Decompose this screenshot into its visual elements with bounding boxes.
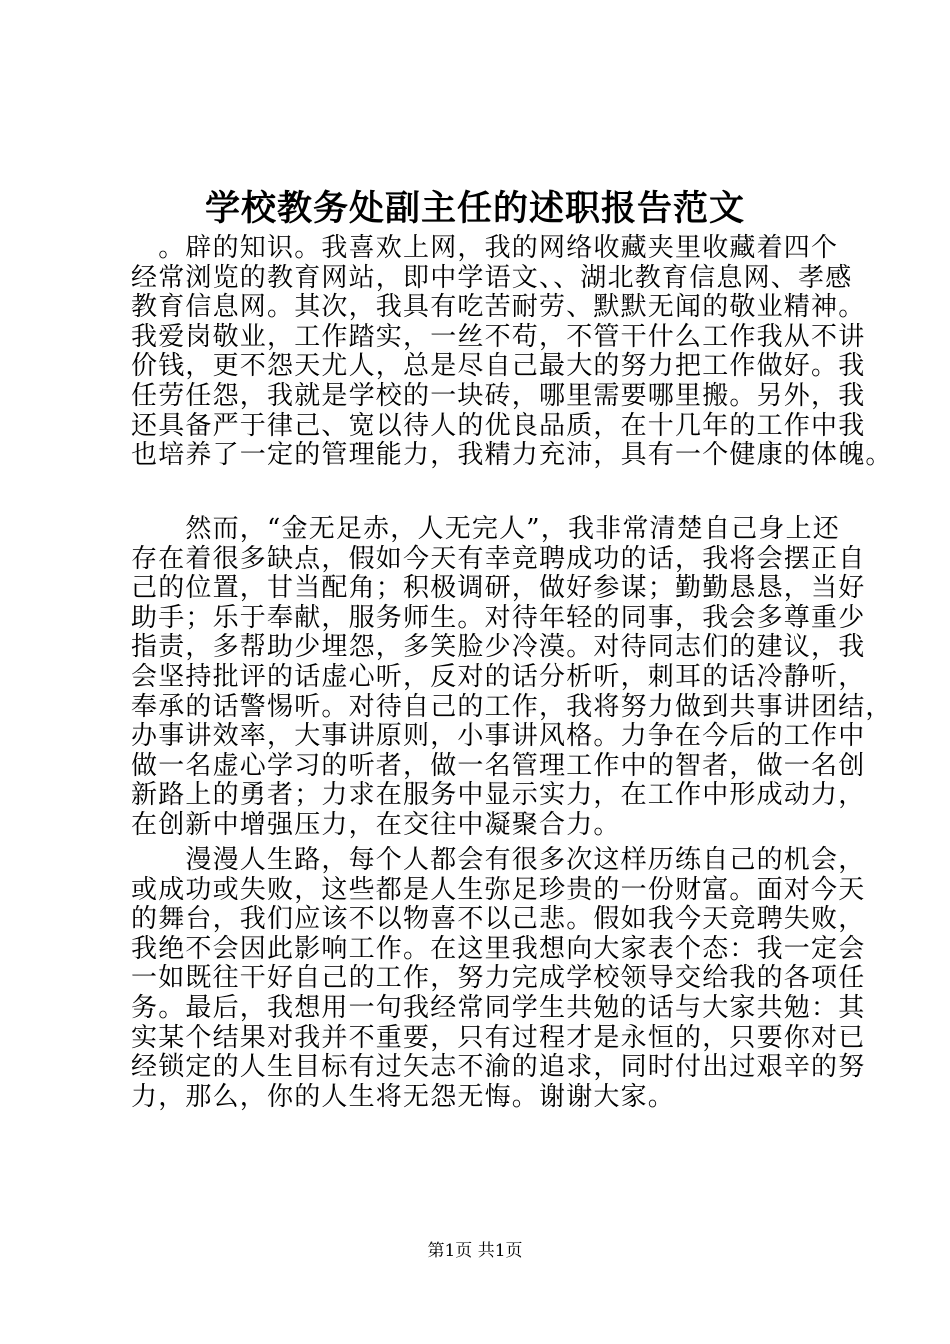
text-line: 会坚持批评的话虚心听，反对的话分析听，刺耳的话冷静听， [131, 661, 866, 692]
text-line: 。辟的知识。我喜欢上网，我的网络收藏夹里收藏着四个 [131, 233, 839, 263]
text-line: 存在着很多缺点，假如今天有幸竞聘成功的话，我将会摆正自 [131, 543, 866, 574]
text-line: 价钱，更不怨天尤人，总是尽自己最大的努力把工作做好。我 [131, 351, 866, 382]
text-line: 奉承的话警惕听。对待自己的工作，我将努力做到共事讲团结， [131, 691, 893, 722]
text-line: 务。最后，我想用一句我经常同学生共勉的话与大家共勉：其 [131, 992, 866, 1023]
text-line: 漫漫人生路，每个人都会有很多次这样历练自己的机会， [131, 845, 866, 875]
text-line: 力，那么，你的人生将无怨无悔。谢谢大家。 [131, 1081, 676, 1112]
text-line: 的舞台，我们应该不以物喜不以己悲。假如我今天竞聘失败， [131, 904, 866, 935]
text-line: 在创新中增强压力，在交往中凝聚合力。 [131, 809, 621, 840]
document-title: 学校教务处副主任的述职报告范文 [204, 188, 745, 229]
text-line: 指责，多帮助少埋怨，多笑脸少冷漠。对待同志们的建议，我 [131, 632, 866, 663]
text-line: 我绝不会因此影响工作。在这里我想向大家表个态：我一定会 [131, 933, 866, 964]
text-line: 也培养了一定的管理能力，我精力充沛，具有一个健康的体魄。 [131, 440, 893, 471]
text-line: 办事讲效率，大事讲原则，小事讲风格。力争在今后的工作中 [131, 721, 866, 752]
text-line: 己的位置，甘当配角；积极调研，做好参谋；勤勤恳恳，当好 [131, 573, 866, 604]
text-line: 经常浏览的教育网站，即中学语文、、湖北教育信息网、孝感 [131, 262, 853, 293]
text-line: 助手；乐于奉献，服务师生。对待年轻的同事，我会多尊重少 [131, 602, 866, 633]
text-line: 新路上的勇者；力求在服务中显示实力，在工作中形成动力， [131, 780, 866, 811]
text-line: 我爱岗敬业，工作踏实，一丝不苟，不管干什么工作我从不讲 [131, 321, 866, 352]
text-line: 经锁定的人生目标有过矢志不渝的追求，同时付出过艰辛的努 [131, 1052, 866, 1083]
paragraph-1 [131, 233, 893, 471]
text-line: 一如既往干好自己的工作，努力完成学校领导交给我的各项任 [131, 963, 866, 994]
page-number-footer: 第1页 共1页 [427, 1241, 523, 1261]
paragraph-3 [131, 845, 866, 1112]
text-line: 实某个结果对我并不重要，只有过程才是永恒的，只要你对已 [131, 1022, 866, 1053]
text-line: 然而，“金无足赤，人无完人”，我非常清楚自己身上还 [131, 514, 840, 544]
text-line: 教育信息网。其次，我具有吃苦耐劳、默默无闻的敬业精神。 [131, 292, 866, 323]
text-line: 还具备严于律己、宽以待人的优良品质，在十几年的工作中我 [131, 410, 866, 441]
text-line: 任劳任怨，我就是学校的一块砖，哪里需要哪里搬。另外，我 [131, 380, 866, 411]
text-line: 或成功或失败，这些都是人生弥足珍贵的一份财富。面对今天 [131, 874, 866, 905]
text-line: 做一名虚心学习的听者，做一名管理工作中的智者，做一名创 [131, 750, 866, 781]
paragraph-2 [131, 514, 893, 841]
